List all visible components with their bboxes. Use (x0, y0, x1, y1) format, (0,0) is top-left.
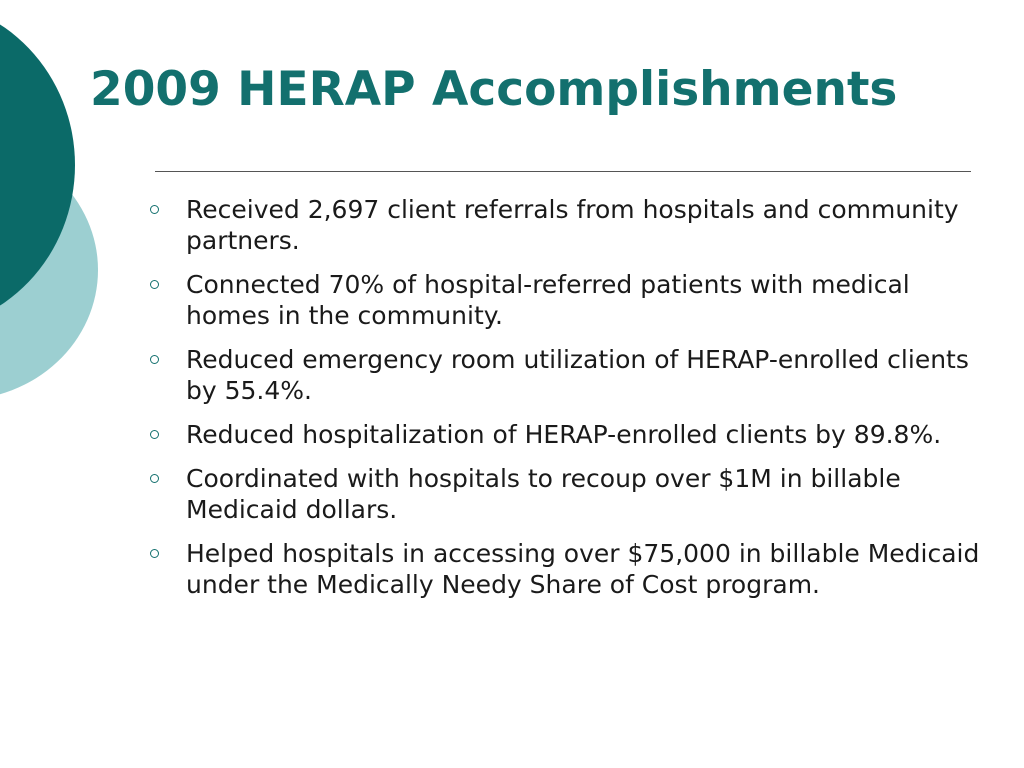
bullet-text: Helped hospitals in accessing over $75,000 in billable Medicaid under the Medically Needy Share of Cost program. (186, 539, 980, 599)
bullet-item (146, 344, 991, 406)
bullet-text: Connected 70% of hospital-referred patients with medical homes in the community. (186, 270, 910, 330)
circle-bullet-icon (150, 355, 159, 364)
bullet-item (146, 538, 991, 600)
circle-bullet-icon (150, 205, 159, 214)
bullet-item (146, 419, 991, 450)
circle-bullet-icon (150, 549, 159, 558)
bullet-item (146, 269, 991, 331)
circle-bullet-icon (150, 430, 159, 439)
slide-title: 2009 HERAP Accomplishments (90, 62, 898, 117)
title-divider (155, 171, 971, 172)
bullet-item (146, 463, 991, 525)
bullet-text: Reduced hospitalization of HERAP-enrolled clients by 89.8%. (186, 420, 942, 449)
bullet-list (146, 194, 991, 613)
bullet-text: Reduced emergency room utilization of HERAP-enrolled clients by 55.4%. (186, 345, 969, 405)
bullet-text: Coordinated with hospitals to recoup over $1M in billable Medicaid dollars. (186, 464, 901, 524)
bullet-item (146, 194, 991, 256)
circle-bullet-icon (150, 280, 159, 289)
circle-bullet-icon (150, 474, 159, 483)
bullet-text: Received 2,697 client referrals from hospitals and community partners. (186, 195, 959, 255)
